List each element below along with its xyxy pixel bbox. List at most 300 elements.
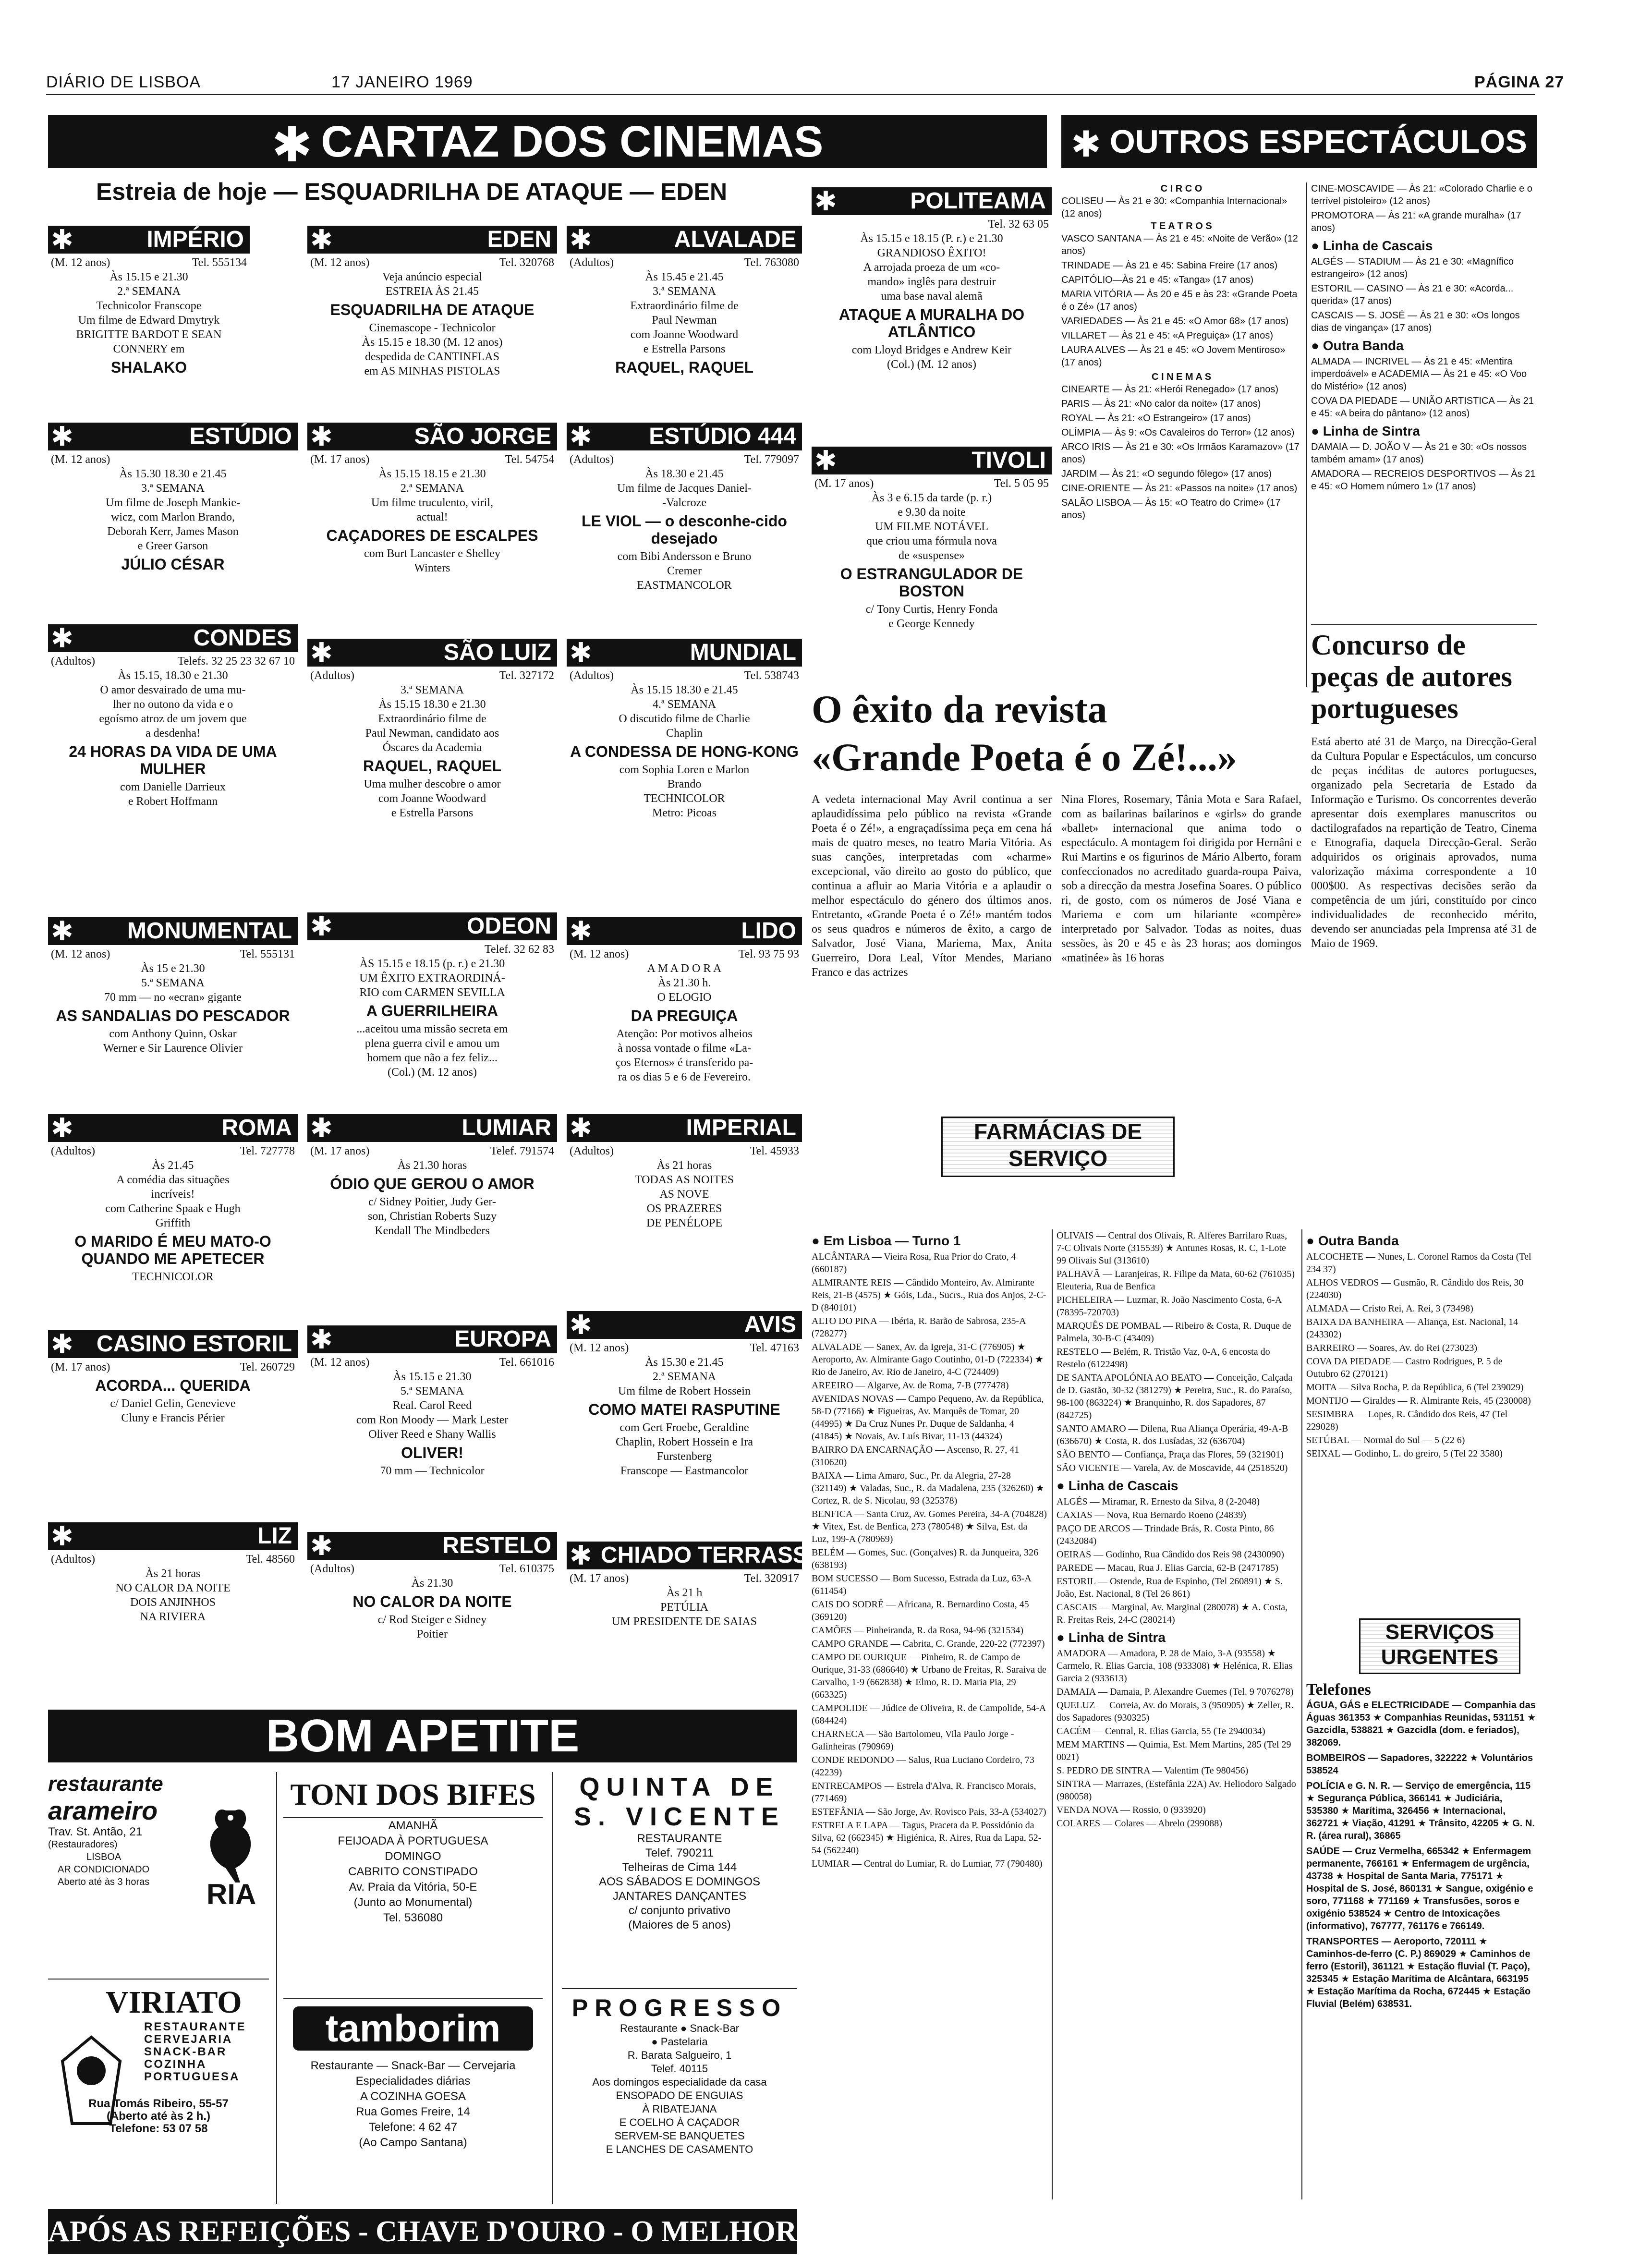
quinta-line: c/ conjunto privativo bbox=[628, 1904, 731, 1917]
quinta-line: RESTAURANTE bbox=[637, 1832, 722, 1845]
cinema-line: DOIS ANJINHOS bbox=[130, 1596, 216, 1609]
cinema-rating: (M. 12 anos) bbox=[51, 453, 110, 466]
cinema-tel: Tel. 45933 bbox=[750, 1145, 799, 1157]
cinema-line: TODAS AS NOITES bbox=[634, 1174, 734, 1186]
cinema-extra: Atenção: Por motivos alheios bbox=[616, 1028, 753, 1040]
cinema-line: Um filme de Edward Dmytryk bbox=[78, 314, 220, 327]
cinema-rating: (M. 12 anos) bbox=[310, 256, 370, 269]
cinema-line: 4.ª SEMANA bbox=[653, 698, 716, 711]
cinema-extra: Kendall The Mindbeders bbox=[375, 1225, 490, 1237]
cinema-name: ROMA bbox=[221, 1115, 292, 1141]
cinema-line: O ELOGIO bbox=[657, 991, 712, 1004]
cinema-line: Extraordinário filme de bbox=[630, 300, 739, 312]
farmacia-entry: SÃO VICENTE — Varela, Av. de Moscavide, 44 (2518520) bbox=[1057, 1463, 1288, 1473]
farmacia-entry: S. PEDRO DE SINTRA — Valentim (Te 980456) bbox=[1057, 1765, 1249, 1776]
cinema-extra: (Col.) (M. 12 anos) bbox=[388, 1066, 477, 1079]
quinta-line: AOS SÁBADOS E DOMINGOS bbox=[598, 1875, 761, 1888]
farmacia-entry: SÃO BENTO — Confiança, Praça das Flores, 59 (321901) bbox=[1057, 1449, 1284, 1460]
cinema-tel: Tel. 320768 bbox=[499, 256, 554, 269]
ad-progresso bbox=[562, 1988, 797, 2210]
cinema-extra: Chaplin, Robert Hossein e Ira bbox=[616, 1436, 753, 1448]
farmacia-entry: SEIXAL — Godinho, L. do greiro, 5 (Tel 22 3580) bbox=[1306, 1448, 1503, 1459]
farmacia-entry: RESTELO — Belém, R. Tristão Vaz, 0-A, 6 encosta do Restelo (6122498) bbox=[1057, 1347, 1270, 1370]
outros-cinemas-list bbox=[1061, 383, 1301, 522]
cinema-line: Às 21.45 bbox=[152, 1159, 194, 1172]
ad-quinta bbox=[562, 1772, 797, 1983]
outros-banner bbox=[1061, 115, 1537, 168]
asterisk-icon: ✱ bbox=[570, 1113, 592, 1143]
asterisk-icon: ✱ bbox=[51, 1329, 73, 1359]
cinema-extra: TECHNICOLOR bbox=[132, 1271, 214, 1283]
rooster-logo-icon bbox=[197, 1801, 264, 1887]
cinema-header bbox=[307, 1325, 557, 1353]
farmacia-entry: CACÉM — Central, R. Elias Garcia, 55 (Te 2940034) bbox=[1057, 1726, 1265, 1737]
cinema-tel: Tel. 538743 bbox=[744, 669, 799, 682]
cinema-rating: (M. 17 anos) bbox=[310, 453, 370, 466]
cinema-rating: (M. 17 anos) bbox=[570, 1572, 629, 1585]
cinema-tel: Telefs. 32 25 23 32 67 10 bbox=[177, 655, 295, 668]
cinema-rating: (Adultos) bbox=[310, 669, 354, 682]
cinema-meta bbox=[310, 453, 554, 466]
cinema-line: Às 21 h bbox=[666, 1587, 703, 1599]
viriato-addr: Rua Tomás Ribeiro, 55-57 bbox=[88, 2097, 229, 2110]
cinema-extra: ra os dias 5 e 6 de Fevereiro. bbox=[618, 1071, 751, 1083]
cinema-line: Às 15.45 e 21.45 bbox=[645, 271, 724, 283]
farmacia-entry: MOITA — Silva Rocha, P. da República, 6 (Tel 239029) bbox=[1306, 1382, 1524, 1393]
farm-divider-1 bbox=[1052, 1229, 1053, 2199]
cinema-box bbox=[567, 639, 802, 912]
cinema-film-title: ÓDIO QUE GEROU O AMOR bbox=[330, 1175, 534, 1192]
farmacia-entry: SANTO AMARO — Dilena, Rua Aliança Operária, 49-A-B (636670) ★ Costa, R. dos Lusíadas, 32 (636704) bbox=[1057, 1423, 1288, 1446]
tamborim-line: Especialidades diárias bbox=[355, 2075, 471, 2088]
outros-divider bbox=[1306, 182, 1307, 687]
cinema-line: ESTREIA ÀS 21.45 bbox=[385, 285, 479, 298]
viriato-tel: Telefone: 53 07 58 bbox=[109, 2122, 208, 2135]
outros-cascais-title: ● Linha de Cascais bbox=[1311, 238, 1433, 253]
cinema-box bbox=[307, 1114, 557, 1321]
cinema-line: Real. Carol Reed bbox=[392, 1399, 472, 1412]
cinema-extra: e George Kennedy bbox=[888, 618, 975, 630]
cinema-meta bbox=[51, 1553, 295, 1566]
cinema-line: egoísmo atroz de um jovem que bbox=[99, 713, 247, 725]
farmacia-entry: CASCAIS — Marginal, Av. Marginal (280078) ★ A. Costa, R. Freitas Reis, 24-C (280214) bbox=[1057, 1602, 1288, 1625]
farmacia-entry: ALCOCHETE — Nunes, L. Coronel Ramos da Costa (Tel 234 37) bbox=[1306, 1251, 1531, 1275]
cinema-line: com Ron Moody — Mark Lester bbox=[356, 1414, 509, 1426]
cinema-rating: (Adultos) bbox=[570, 1145, 614, 1157]
urgente-entry: BOMBEIROS — Sapadores, 322222 ★ Voluntários 538524 bbox=[1306, 1753, 1533, 1776]
cinema-name: EUROPA bbox=[454, 1326, 551, 1352]
farmacia-entry: BOM SUCESSO — Bom Sucesso, Estrada da Luz, 63-A (611454) bbox=[812, 1573, 1031, 1596]
cinema-meta bbox=[570, 948, 799, 961]
ad-toni bbox=[283, 1772, 543, 1993]
cinema-name: CONDES bbox=[193, 625, 292, 651]
circo-entry: COLISEU — Às 21 e 30: «Companhia Internacional» (12 anos) bbox=[1061, 196, 1288, 219]
asterisk-icon: ✱ bbox=[310, 637, 333, 668]
teatro-entry: LAURA ALVES — Às 21 e 45: «O Jovem Mentiroso» (17 anos) bbox=[1061, 345, 1286, 368]
cinema-film-title: LE VIOL — o desconhe-cido desejado bbox=[582, 512, 787, 547]
cinema-film-title: COMO MATEI RASPUTINE bbox=[588, 1401, 780, 1418]
cinema-line: Às 21.30 bbox=[411, 1577, 453, 1590]
farmacia-entry: OLIVAIS — Central dos Olivais, R. Alferes Barrilaro Ruas, 7-C Olivais Norte (315539) ★ Antunes Rosas, R. C, 1-Lote 99 Olivais Sul (313610) bbox=[1057, 1230, 1288, 1266]
cinema-header bbox=[48, 1114, 298, 1142]
urgente-entry: SAÚDE — Cruz Vermelha, 665342 ★ Enfermagem permanente, 766161 ★ Enfermagem de urgência, 43738 ★ Hospital de Santa Maria, 775171 ★ Hospital de S. José, 860131 ★ Sangue, oxigénio e soro, 771168 ★ 771169 ★ Transfusões, soros e oxigénio 538524 ★ Centro de Intoxicações (informativo), 767777, 761176 e 766149. bbox=[1306, 1846, 1533, 1931]
farmacia-entry: BAIXA — Lima Amaro, Suc., Pr. da Alegria, 27-28 (321149) ★ Valadas, Suc., R. da Madalena, 235 (326260) ★ Cortez, R. de S. Nicolau, 93 (325378) bbox=[812, 1470, 1045, 1506]
cinema-extra: TECHNICOLOR bbox=[644, 792, 725, 805]
toni-line: CABRITO CONSTIPADO bbox=[348, 1865, 478, 1878]
farm-divider-2 bbox=[1301, 1229, 1302, 2199]
telefones-title: Telefones bbox=[1306, 1681, 1371, 1699]
cinema-rating: (M. 17 anos) bbox=[310, 1145, 370, 1157]
cinema-extra: Brando bbox=[667, 778, 702, 790]
cinema-film-title: RAQUEL, RAQUEL bbox=[615, 359, 753, 376]
cinema-line: e Estrella Parsons bbox=[643, 343, 726, 355]
cinema-box bbox=[48, 1114, 298, 1325]
cinema-film-title: AS SANDALIAS DO PESCADOR bbox=[56, 1007, 290, 1024]
cinema-line: Um filme de Joseph Mankie- bbox=[106, 497, 240, 509]
cinema-rating: (Adultos) bbox=[570, 669, 614, 682]
cinema-extra: Werner e Sir Laurence Olivier bbox=[103, 1042, 243, 1055]
cinema-rating: (Adultos) bbox=[51, 1553, 95, 1566]
cinema-tel: Tel. 727778 bbox=[240, 1145, 295, 1157]
ad-tamborim bbox=[283, 1998, 543, 2210]
cinema-extra: homem que não a fez feliz... bbox=[367, 1052, 498, 1064]
cinema-header bbox=[567, 423, 802, 450]
asterisk-icon: ✱ bbox=[51, 421, 73, 451]
farmacia-entry: SINTRA — Marrazes, (Estefânia 22A) Av. Heliodoro Salgado (980058) bbox=[1057, 1779, 1296, 1802]
outros-cascais-list bbox=[1311, 255, 1537, 334]
teatros-title: T E A T R O S bbox=[1151, 221, 1212, 231]
farmacia-entry: ALTO DO PINA — Ibéria, R. Barão de Sabrosa, 235-A (728277) bbox=[812, 1316, 1026, 1339]
viriato-open: (Aberto até às 2 h.) bbox=[106, 2110, 211, 2123]
farmacia-entry: MARQUÊS DE POMBAL — Ribeiro & Costa, R. Duque de Palmela, 30-B-C (43409) bbox=[1057, 1321, 1291, 1344]
cinema-header bbox=[48, 624, 298, 652]
cinema-extra: com Burt Lancaster e Shelley bbox=[364, 547, 500, 560]
cinema-line: Deborah Kerr, James Mason bbox=[107, 525, 239, 538]
asterisk-icon: ✱ bbox=[814, 186, 837, 216]
cinema-rating: (Adultos) bbox=[570, 453, 614, 466]
asterisk-icon: ✱ bbox=[570, 916, 592, 946]
farmacia-entry: SESIMBRA — Lopes, R. Cândido dos Reis, 47 (Tel 229028) bbox=[1306, 1409, 1508, 1432]
cinema-rating: (M. 12 anos) bbox=[51, 948, 110, 960]
cinema-line: 70 mm — no «ecran» gigante bbox=[104, 991, 242, 1004]
cinema-header bbox=[567, 226, 802, 254]
cinema-line: -Valcroze bbox=[662, 497, 706, 509]
cinema-tel: Tel. 47163 bbox=[750, 1342, 799, 1354]
cinema-line: Um filme de Jacques Daniel- bbox=[617, 482, 752, 495]
farmacia-entry: LUMIAR — Central do Lumiar, R. do Lumiar, 77 (790480) bbox=[812, 1858, 1043, 1869]
outros-cinema-entry: CINE-ORIENTE — Às 21: «Passos na noite» (17 anos) bbox=[1061, 483, 1298, 494]
toni-line: FEIJOADA À PORTUGUESA bbox=[338, 1834, 488, 1847]
ad-divider-1 bbox=[276, 1772, 277, 2204]
cinema-line: PETÚLIA bbox=[660, 1601, 708, 1614]
cinema-line: Às 15 e 21.30 bbox=[141, 962, 205, 975]
cinema-film-title: ACORDA... QUERIDA bbox=[95, 1377, 251, 1394]
cinema-extra: Cremer bbox=[667, 565, 702, 577]
cinema-line: Às 21 horas bbox=[145, 1567, 201, 1580]
cinema-header bbox=[307, 1114, 557, 1142]
cinema-box bbox=[307, 226, 557, 413]
cinema-line: 3.ª SEMANA bbox=[653, 285, 716, 298]
outros-entry: CINE-MOSCAVIDE — Às 21: «Colorado Charlie e o terrível pistoleiro» (12 anos) bbox=[1311, 183, 1532, 206]
farmacias-lisboa bbox=[812, 1229, 1047, 1871]
cinema-film-title: SHALAKO bbox=[110, 359, 187, 376]
asterisk-icon: ✱ bbox=[310, 421, 333, 451]
cinema-name: CASINO ESTORIL bbox=[96, 1331, 292, 1357]
cinema-tel: Tel. 779097 bbox=[744, 453, 799, 466]
cinema-line: Às 15.30 18.30 e 21.45 bbox=[119, 468, 227, 480]
cinema-meta bbox=[570, 1145, 799, 1158]
cinema-extra: c/ Daniel Gelin, Genevieve bbox=[110, 1397, 236, 1410]
outros-right-list bbox=[1311, 182, 1537, 234]
urgente-entry: TRANSPORTES — Aeroporto, 720111 ★ Caminhos-de-ferro (C. P.) 869029 ★ Caminhos de ferro (Estoril), 361121 ★ Estação fluvial (T. Paço), 325345 ★ Estação Marítima de Alcântara, 663195 ★ Estação Marítima da Rocha, 672445 ★ Estação Fluvial (Belém) 638531. bbox=[1306, 1936, 1531, 2009]
cinema-film-title: NO CALOR DA NOITE bbox=[352, 1593, 512, 1610]
progresso-line: Telef. 40115 bbox=[651, 2063, 708, 2075]
cinema-line: 5.ª SEMANA bbox=[141, 977, 205, 989]
cinema-line: Às 15.30 e 21.45 bbox=[645, 1356, 724, 1369]
farmacia-entry: PICHELEIRA — Luzmar, R. João Nascimento Costa, 6-A (78395-720703) bbox=[1057, 1295, 1282, 1318]
toni-line: Av. Praia da Vitória, 50-E bbox=[349, 1881, 477, 1894]
masthead-page: PÁGINA 27 bbox=[1474, 73, 1565, 91]
cinema-line: Às 15.15 18.15 e 21.30 bbox=[378, 468, 486, 480]
cinema-meta bbox=[310, 1145, 554, 1158]
asterisk-icon: ✱ bbox=[1071, 124, 1101, 165]
farmacia-entry: VENDA NOVA — Rossio, 0 (933920) bbox=[1057, 1805, 1206, 1815]
cinema-extra: ços Eternos» é transferido pa- bbox=[615, 1057, 753, 1069]
outros-sintra-entry: AMADORA — RECREIOS DESPORTIVOS — Às 21 e 45: «O Homem número 1» (17 anos) bbox=[1311, 469, 1536, 492]
cinema-line: BRIGITTE BARDOT E SEAN bbox=[76, 328, 222, 341]
cinema-name: IMPERIAL bbox=[686, 1115, 796, 1141]
cinema-box bbox=[567, 1311, 802, 1542]
cinema-meta bbox=[310, 256, 554, 269]
cinema-line: Paul Newman, candidato aos bbox=[365, 727, 499, 740]
farmacia-entry: COLARES — Colares — Abrelo (299088) bbox=[1057, 1818, 1222, 1829]
cinema-line: 5.ª SEMANA bbox=[401, 1385, 464, 1397]
viriato-line: PORTUGUESA bbox=[144, 2070, 240, 2083]
outros-banda-title: ● Outra Banda bbox=[1311, 338, 1404, 353]
cinema-line: incríveis! bbox=[151, 1188, 195, 1201]
arameiro-open: Aberto até às 3 horas bbox=[58, 1877, 150, 1887]
cinema-tel: Telef. 32 62 83 bbox=[485, 943, 554, 956]
cinema-meta bbox=[51, 1145, 295, 1158]
outros-cascais-entry: ALGÉS — STADIUM — Às 21 e 30: «Magnífico estrangeiro» (12 anos) bbox=[1311, 256, 1514, 279]
cinema-line: actual! bbox=[416, 511, 448, 523]
cinema-extra: Winters bbox=[414, 562, 450, 574]
cinema-extra: com Anthony Quinn, Oskar bbox=[109, 1028, 237, 1040]
farmacia-entry: CAMPO DE OURIQUE — Pinheiro, R. de Campo de Ourique, 31-33 (686640) ★ Urbano de Freitas, R. Saraiva de Carvalho, 1-9 (662838) ★ Elmo, R. D. Maria Pia, 29 (663325) bbox=[812, 1652, 1046, 1700]
cinema-line: uma base naval alemã bbox=[881, 290, 983, 303]
asterisk-icon: ✱ bbox=[570, 224, 592, 255]
cinema-meta bbox=[51, 256, 247, 269]
cinema-extra: com Lloyd Bridges e Andrew Keir bbox=[851, 344, 1012, 356]
cinema-tel: Tel. 48560 bbox=[245, 1553, 295, 1566]
arameiro-l2: arameiro bbox=[48, 1797, 158, 1825]
cinema-meta bbox=[570, 453, 799, 466]
cinema-meta bbox=[570, 1342, 799, 1355]
concurso-title: Concurso de peças de autores portugueses bbox=[1311, 629, 1512, 724]
cinema-header bbox=[812, 447, 1052, 474]
farmacia-entry: ALMADA — Cristo Rei, A. Rei, 3 (73498) bbox=[1306, 1303, 1473, 1314]
progresso-line: E COELHO À CAÇADOR bbox=[619, 2116, 740, 2128]
farmacia-entry: BARREIRO — Soares, Av. do Rei (273023) bbox=[1306, 1343, 1478, 1353]
cinema-box bbox=[567, 226, 802, 413]
tamborim-line: Restaurante — Snack-Bar — Cervejaria bbox=[310, 2059, 516, 2072]
cinema-tel: Tel. 5 05 95 bbox=[994, 477, 1049, 490]
viriato-line: CERVEJARIA bbox=[144, 2033, 233, 2046]
cinema-film-title: CAÇADORES DE ESCALPES bbox=[326, 527, 538, 544]
toni-line: DOMINGO bbox=[385, 1850, 441, 1863]
asterisk-icon: ✱ bbox=[570, 637, 592, 668]
cinema-tel: Tel. 327172 bbox=[499, 669, 554, 682]
asterisk-icon: ✱ bbox=[310, 224, 333, 255]
cinema-name: AVIS bbox=[744, 1312, 796, 1337]
cinema-line: a desdenha! bbox=[146, 727, 200, 740]
outros-cascais-entry: ESTORIL — CASINO — Às 21 e 30: «Acorda... querida» (17 anos) bbox=[1311, 283, 1514, 306]
cinema-rating: (Adultos) bbox=[51, 655, 95, 668]
tamborim-name: tamborim bbox=[293, 2006, 533, 2051]
farmacia-entry: CHARNECA — São Bartolomeu, Vila Paulo Jorge - Galinheiras (790969) bbox=[812, 1729, 1014, 1752]
arameiro-sub: (Restauradores) bbox=[48, 1839, 118, 1850]
cinema-name: RESTELO bbox=[442, 1533, 551, 1558]
farmacia-entry: ESTRELA E LAPA — Tagus, Praceta da P. Possidónio da Silva, 62 (662345) ★ Higiénica, R. Aires, Rua da Lapa, 52-54 (562240) bbox=[812, 1820, 1042, 1856]
cinema-rating: (M. 12 anos) bbox=[310, 1356, 370, 1369]
cinema-tel: Tel. 320917 bbox=[744, 1572, 799, 1585]
progresso-line: E LANCHES DE CASAMENTO bbox=[606, 2143, 753, 2155]
cinema-box bbox=[48, 917, 298, 1109]
cinema-tel: Tel. 54754 bbox=[505, 453, 554, 466]
farmacia-entry: PAÇO DE ARCOS — Trindade Brás, R. Costa Pinto, 86 (2432084) bbox=[1057, 1523, 1274, 1546]
farm-cascais-title: ● Linha de Cascais bbox=[1057, 1478, 1178, 1493]
cinema-meta bbox=[570, 669, 799, 682]
cinema-line: Oliver Reed e Shany Wallis bbox=[368, 1428, 496, 1441]
farmacia-entry: CAMÕES — Pinheiranda, R. da Rosa, 94-96 (321534) bbox=[812, 1625, 1024, 1636]
cinema-line: Chaplin bbox=[666, 727, 703, 740]
farmacia-entry: CAMPOLIDE — Júdice de Oliveira, R. de Campolide, 54-A (684424) bbox=[812, 1703, 1046, 1726]
cinema-rating: (Adultos) bbox=[51, 1145, 95, 1157]
farmacia-entry: ALMIRANTE REIS — Cândido Monteiro, Av. Almirante Reis, 21-B (4575) ★ Góis, Lda., Sucrs., Rua dos Anjos, 2-C-D (840101) bbox=[812, 1277, 1046, 1313]
cinema-extra: Às 15.15 e 18.30 (M. 12 anos) bbox=[362, 336, 503, 349]
cinema-tel: Tel. 610375 bbox=[499, 1563, 554, 1575]
cinema-tel: Telef. 791574 bbox=[490, 1145, 554, 1157]
cinema-header bbox=[48, 423, 298, 450]
progresso-line: Aos domingos especialidade da casa bbox=[592, 2076, 767, 2088]
arameiro-ac: AR CONDICIONADO bbox=[58, 1864, 150, 1875]
cinema-extra: plena guerra civil e amou um bbox=[364, 1037, 500, 1050]
teatro-entry: VARIEDADES — Às 21 e 45: «O Amor 68» (17 anos) bbox=[1061, 316, 1289, 327]
cinema-name: ODEON bbox=[466, 913, 551, 939]
cinema-line: CONNERY em bbox=[113, 343, 185, 355]
cinema-extra: Poitier bbox=[417, 1628, 448, 1640]
cinema-rating: (M. 12 anos) bbox=[570, 1342, 629, 1354]
cinema-line: Às 15.15 e 21.30 bbox=[393, 1371, 472, 1383]
farmacia-entry: SETÚBAL — Normal do Sul — 5 (22 6) bbox=[1306, 1435, 1465, 1445]
asterisk-icon: ✱ bbox=[570, 1540, 592, 1570]
cinema-line: OS PRAZERES bbox=[646, 1202, 722, 1215]
cinema-film-title: O ESTRANGULADOR DE BOSTON bbox=[840, 565, 1023, 600]
cinema-film-title: RAQUEL, RAQUEL bbox=[363, 757, 501, 775]
farmacia-entry: PALHAVÃ — Laranjeiras, R. Filipe da Mata, 60-62 (761035) Eleuteria, Rua de Benfica bbox=[1057, 1269, 1295, 1292]
cinema-tel: Tel. 32 63 05 bbox=[988, 218, 1049, 231]
cinema-line: A M A D O R A bbox=[647, 962, 722, 975]
cinema-name: LIDO bbox=[741, 918, 796, 944]
farmacia-entry: COVA DA PIEDADE — Castro Rodrigues, P. 5 de Outubro 62 (270121) bbox=[1306, 1356, 1503, 1379]
quinta-line: Telheiras de Cima 144 bbox=[622, 1861, 737, 1874]
cinema-meta bbox=[51, 655, 295, 668]
cinema-line: wicz, com Marlon Brando, bbox=[111, 511, 235, 523]
quinta-line: (Maiores de 5 anos) bbox=[628, 1919, 731, 1931]
ad-viriato bbox=[48, 1979, 269, 2210]
cinema-line: 3.ª SEMANA bbox=[401, 684, 464, 696]
cinema-line: Às 15.15 18.30 e 21.30 bbox=[378, 698, 486, 711]
cinema-film-title: DA PREGUIÇA bbox=[631, 1007, 738, 1024]
cinema-header bbox=[48, 226, 250, 254]
concurso-rule bbox=[1311, 624, 1537, 625]
cinema-extra: c/ Tony Curtis, Henry Fonda bbox=[865, 603, 998, 616]
cinema-line: Óscares da Academia bbox=[382, 741, 482, 754]
revista-col-2: Nina Flores, Rosemary, Tânia Mota e Sara Rafael, com as bailarinas bailarinos e «girls» do grande «ballet» internacional que anima todo o espectáculo. A montagem foi dirigida por Hernâni e Rui Martins e os figurinos de Mário Alberto, foram confeccionados no acreditado guarda-roupa Paiva, sob a direcção da mestra Josefina Soares. O público ri, de gosto, com os números de José Viana e Mariema e com um hilariante «compère» interpretado por Salvador. Todas as noites, duas sessões, às 20 e 45 e às 23 horas; aos domingos «matinée» às 16 horas bbox=[1061, 793, 1301, 964]
viriato-line: RESTAURANTE bbox=[144, 2020, 246, 2033]
cinema-extra: c/ Sidney Poitier, Judy Ger- bbox=[368, 1196, 496, 1208]
cinema-line: Às 18.30 e 21.45 bbox=[645, 468, 724, 480]
cinema-meta bbox=[51, 453, 295, 466]
cinema-box bbox=[567, 1540, 824, 1695]
cinema-header bbox=[567, 1311, 802, 1339]
cinema-meta bbox=[814, 218, 1049, 231]
cinema-line: que criou uma fórmula nova bbox=[866, 535, 997, 547]
arameiro-l1: restaurante bbox=[48, 1772, 163, 1796]
outros-cascais-entry: CASCAIS — S. JOSÉ — Às 21 e 30: «Os longos dias de vingança» (17 anos) bbox=[1311, 310, 1520, 333]
viriato-line: COZINHA bbox=[144, 2058, 207, 2071]
teatro-entry: VILLARET — Às 21 e 45: «A Preguiça» (17 anos) bbox=[1061, 330, 1273, 341]
cinema-box bbox=[307, 1325, 557, 1527]
cinema-extra: Furstenberg bbox=[656, 1450, 712, 1463]
toni-line: AMANHÃ bbox=[388, 1819, 438, 1832]
outros-sintra-list bbox=[1311, 441, 1537, 493]
farmacia-entry: BELÉM — Gomes, Suc. (Gonçalves) R. da Junqueira, 326 (638193) bbox=[812, 1547, 1039, 1570]
cinema-line: Veja anúncio especial bbox=[382, 271, 482, 283]
outros-sintra-title: ● Linha de Sintra bbox=[1311, 424, 1420, 438]
cinema-header bbox=[567, 1540, 824, 1570]
cinema-header bbox=[48, 917, 298, 945]
cinema-extra: com Danielle Darrieux bbox=[120, 781, 226, 793]
farmacia-entry: ESTEFÂNIA — São Jorge, Av. Rovisco Pais, 33-A (534027) bbox=[812, 1807, 1046, 1817]
progresso-line: SERVEM-SE BANQUETES bbox=[614, 2130, 745, 2142]
cinema-line: 3.ª SEMANA bbox=[141, 482, 205, 495]
farm-banda-title: ● Outra Banda bbox=[1306, 1233, 1399, 1248]
outros-cinema-entry: ARCO IRIS — Às 21 e 30: «Os Irmãos Karamazov» (17 anos) bbox=[1061, 442, 1300, 465]
cinema-name: POLITEAMA bbox=[910, 188, 1046, 214]
cinema-header bbox=[812, 187, 1052, 215]
cinema-line: RIO com CARMEN SEVILLA bbox=[359, 986, 505, 999]
cinema-name: LIZ bbox=[257, 1523, 292, 1549]
asterisk-icon: ✱ bbox=[814, 445, 837, 475]
progresso-line: À RIBATEJANA bbox=[642, 2103, 717, 2115]
cinema-meta bbox=[51, 1361, 295, 1374]
cartaz-banner bbox=[48, 115, 1047, 172]
cinema-extra: Uma mulher descobre o amor bbox=[364, 778, 501, 790]
cinema-name: ESTÚDIO bbox=[189, 424, 292, 449]
cinema-extra: despedida de CANTINFLAS bbox=[365, 351, 499, 363]
cinema-extra: ...aceitou uma missão secreta em bbox=[356, 1023, 508, 1035]
progresso-line: R. Barata Salgueiro, 1 bbox=[627, 2049, 732, 2061]
cinema-tel: Tel. 260729 bbox=[240, 1361, 295, 1373]
cinema-header bbox=[307, 639, 557, 667]
cinema-name: CHIADO TERRASSE bbox=[600, 1542, 824, 1568]
farmacia-entry: BENFICA — Santa Cruz, Av. Gomes Pereira, 34-A (704828) ★ Vitex, Est. de Benfica, 273 (780548) ★ Silva, Est. da Luz, 199-A (780969) bbox=[812, 1509, 1047, 1544]
cinema-film-title: OLIVER! bbox=[401, 1444, 463, 1461]
farmacia-entry: BAIRRO DA ENCARNAÇÃO — Ascenso, R. 27, 41 (310620) bbox=[812, 1445, 1020, 1468]
tamborim-line: Telefone: 4 62 47 bbox=[368, 2121, 458, 2134]
farmacia-entry: OEIRAS — Godinho, Rua Cândido dos Reis 98 (2430090) bbox=[1057, 1549, 1284, 1560]
